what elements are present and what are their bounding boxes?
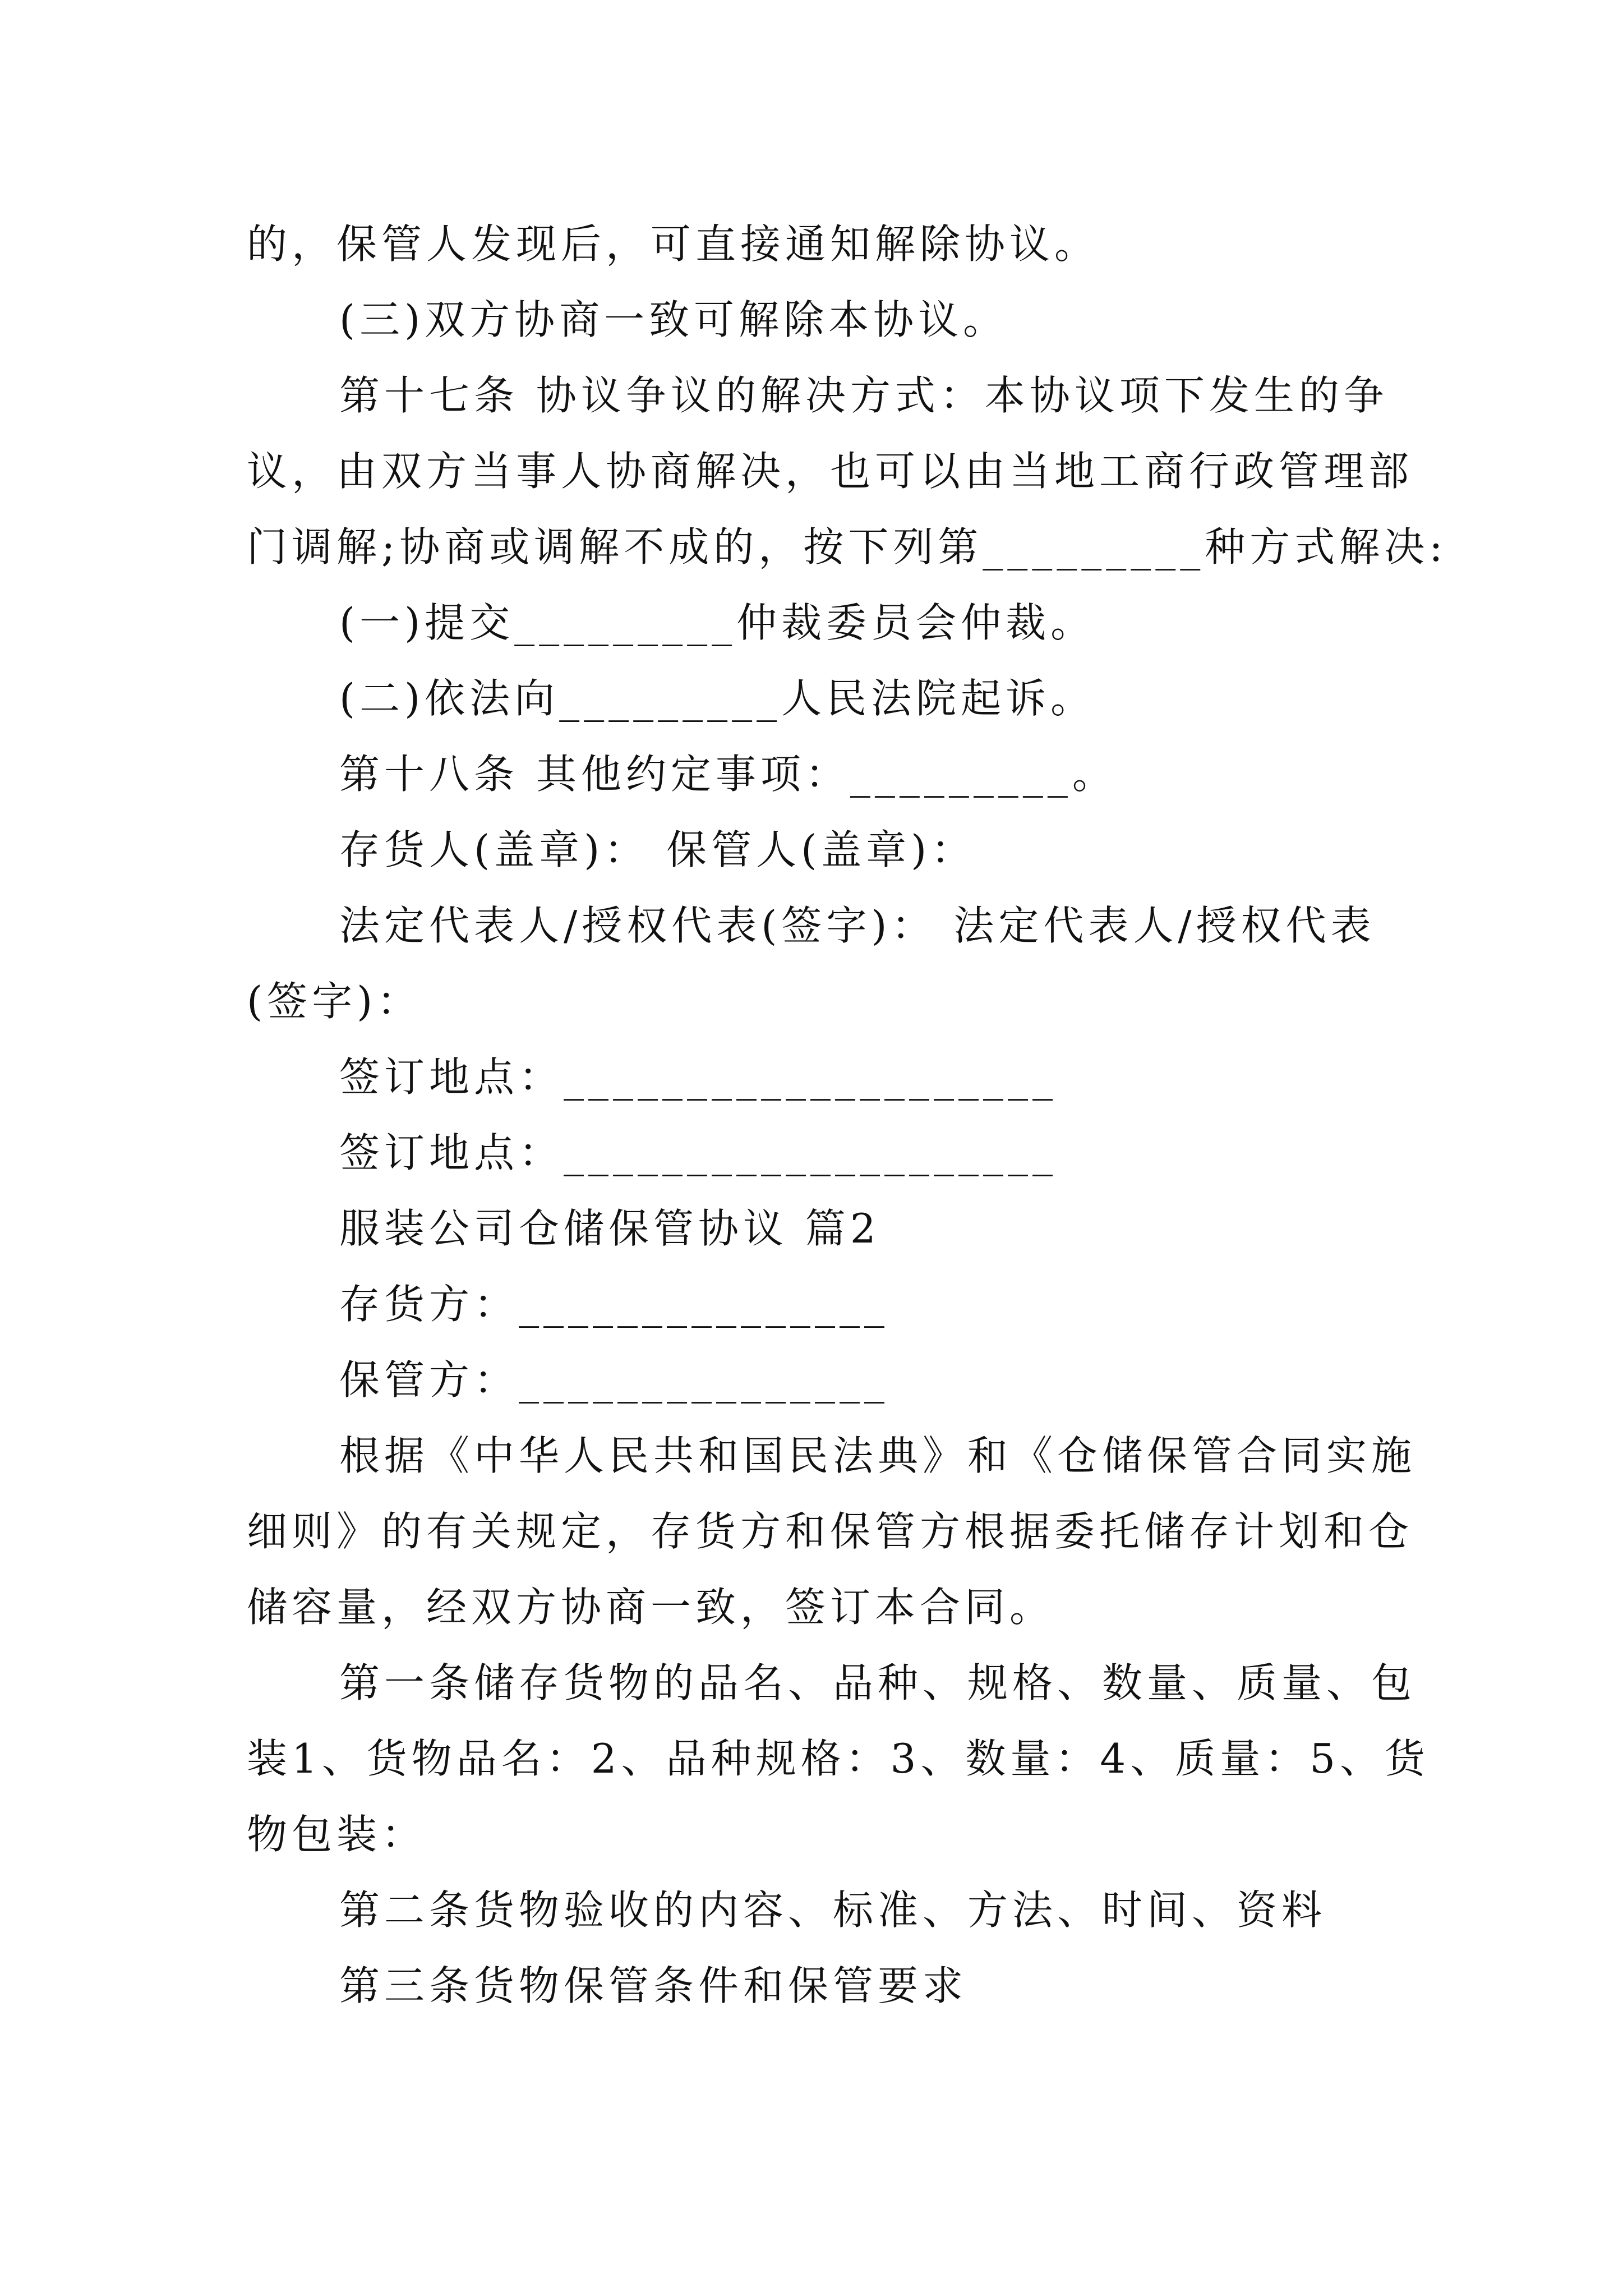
paragraph-line: 根据《中华人民共和国民法典》和《仓储保管合同实施 bbox=[339, 1432, 1417, 1479]
paragraph-line: (三)双方协商一致可解除本协议。 bbox=[339, 296, 1008, 343]
article-heading: 第一条储存货物的品名、品种、规格、数量、质量、包 bbox=[339, 1659, 1417, 1706]
article-heading: 第二条货物验收的内容、标准、方法、时间、资料 bbox=[339, 1887, 1327, 1934]
signature-line: 法定代表人/授权代表(签字)： 法定代表人/授权代表 bbox=[339, 902, 1376, 949]
party-line: 存货方：_______________ bbox=[339, 1281, 889, 1328]
paragraph-line: 议，由双方当事人协商解决，也可以由当地工商行政管理部 bbox=[247, 448, 1414, 495]
signature-line: (签字)： bbox=[247, 978, 422, 1025]
paragraph-line: (一)提交_________仲裁委员会仲裁。 bbox=[339, 599, 1096, 646]
paragraph-line: (二)依法向_________人民法院起诉。 bbox=[339, 675, 1096, 722]
article-heading: 第三条货物保管条件和保管要求 bbox=[339, 1962, 968, 2009]
section-title: 服装公司仓储保管协议 篇2 bbox=[339, 1205, 880, 1252]
party-line: 保管方：_______________ bbox=[339, 1356, 889, 1404]
paragraph-line: 的，保管人发现后，可直接通知解除协议。 bbox=[247, 220, 1100, 268]
signature-line: 存货人(盖章)： 保管人(盖章)： bbox=[339, 826, 976, 873]
paragraph-line: 细则》的有关规定，存货方和保管方根据委托储存计划和仓 bbox=[247, 1508, 1414, 1555]
article-heading: 第十七条 协议争议的解决方式：本协议项下发生的争 bbox=[339, 372, 1389, 419]
signing-place-line: 签订地点：____________________ bbox=[339, 1053, 1058, 1101]
paragraph-line: 门调解;协商或调解不成的，按下列第_________种方式解决: bbox=[247, 523, 1447, 570]
paragraph-line: 储容量，经双方协商一致，签订本合同。 bbox=[247, 1584, 1055, 1631]
paragraph-line: 装1、货物品名：2、品种规格：3、数量：4、质量：5、货 bbox=[247, 1735, 1430, 1782]
article-heading: 第十八条 其他约定事项：_________。 bbox=[339, 751, 1117, 798]
paragraph-line: 物包装： bbox=[247, 1811, 427, 1858]
signing-place-line: 签订地点：____________________ bbox=[339, 1129, 1058, 1176]
